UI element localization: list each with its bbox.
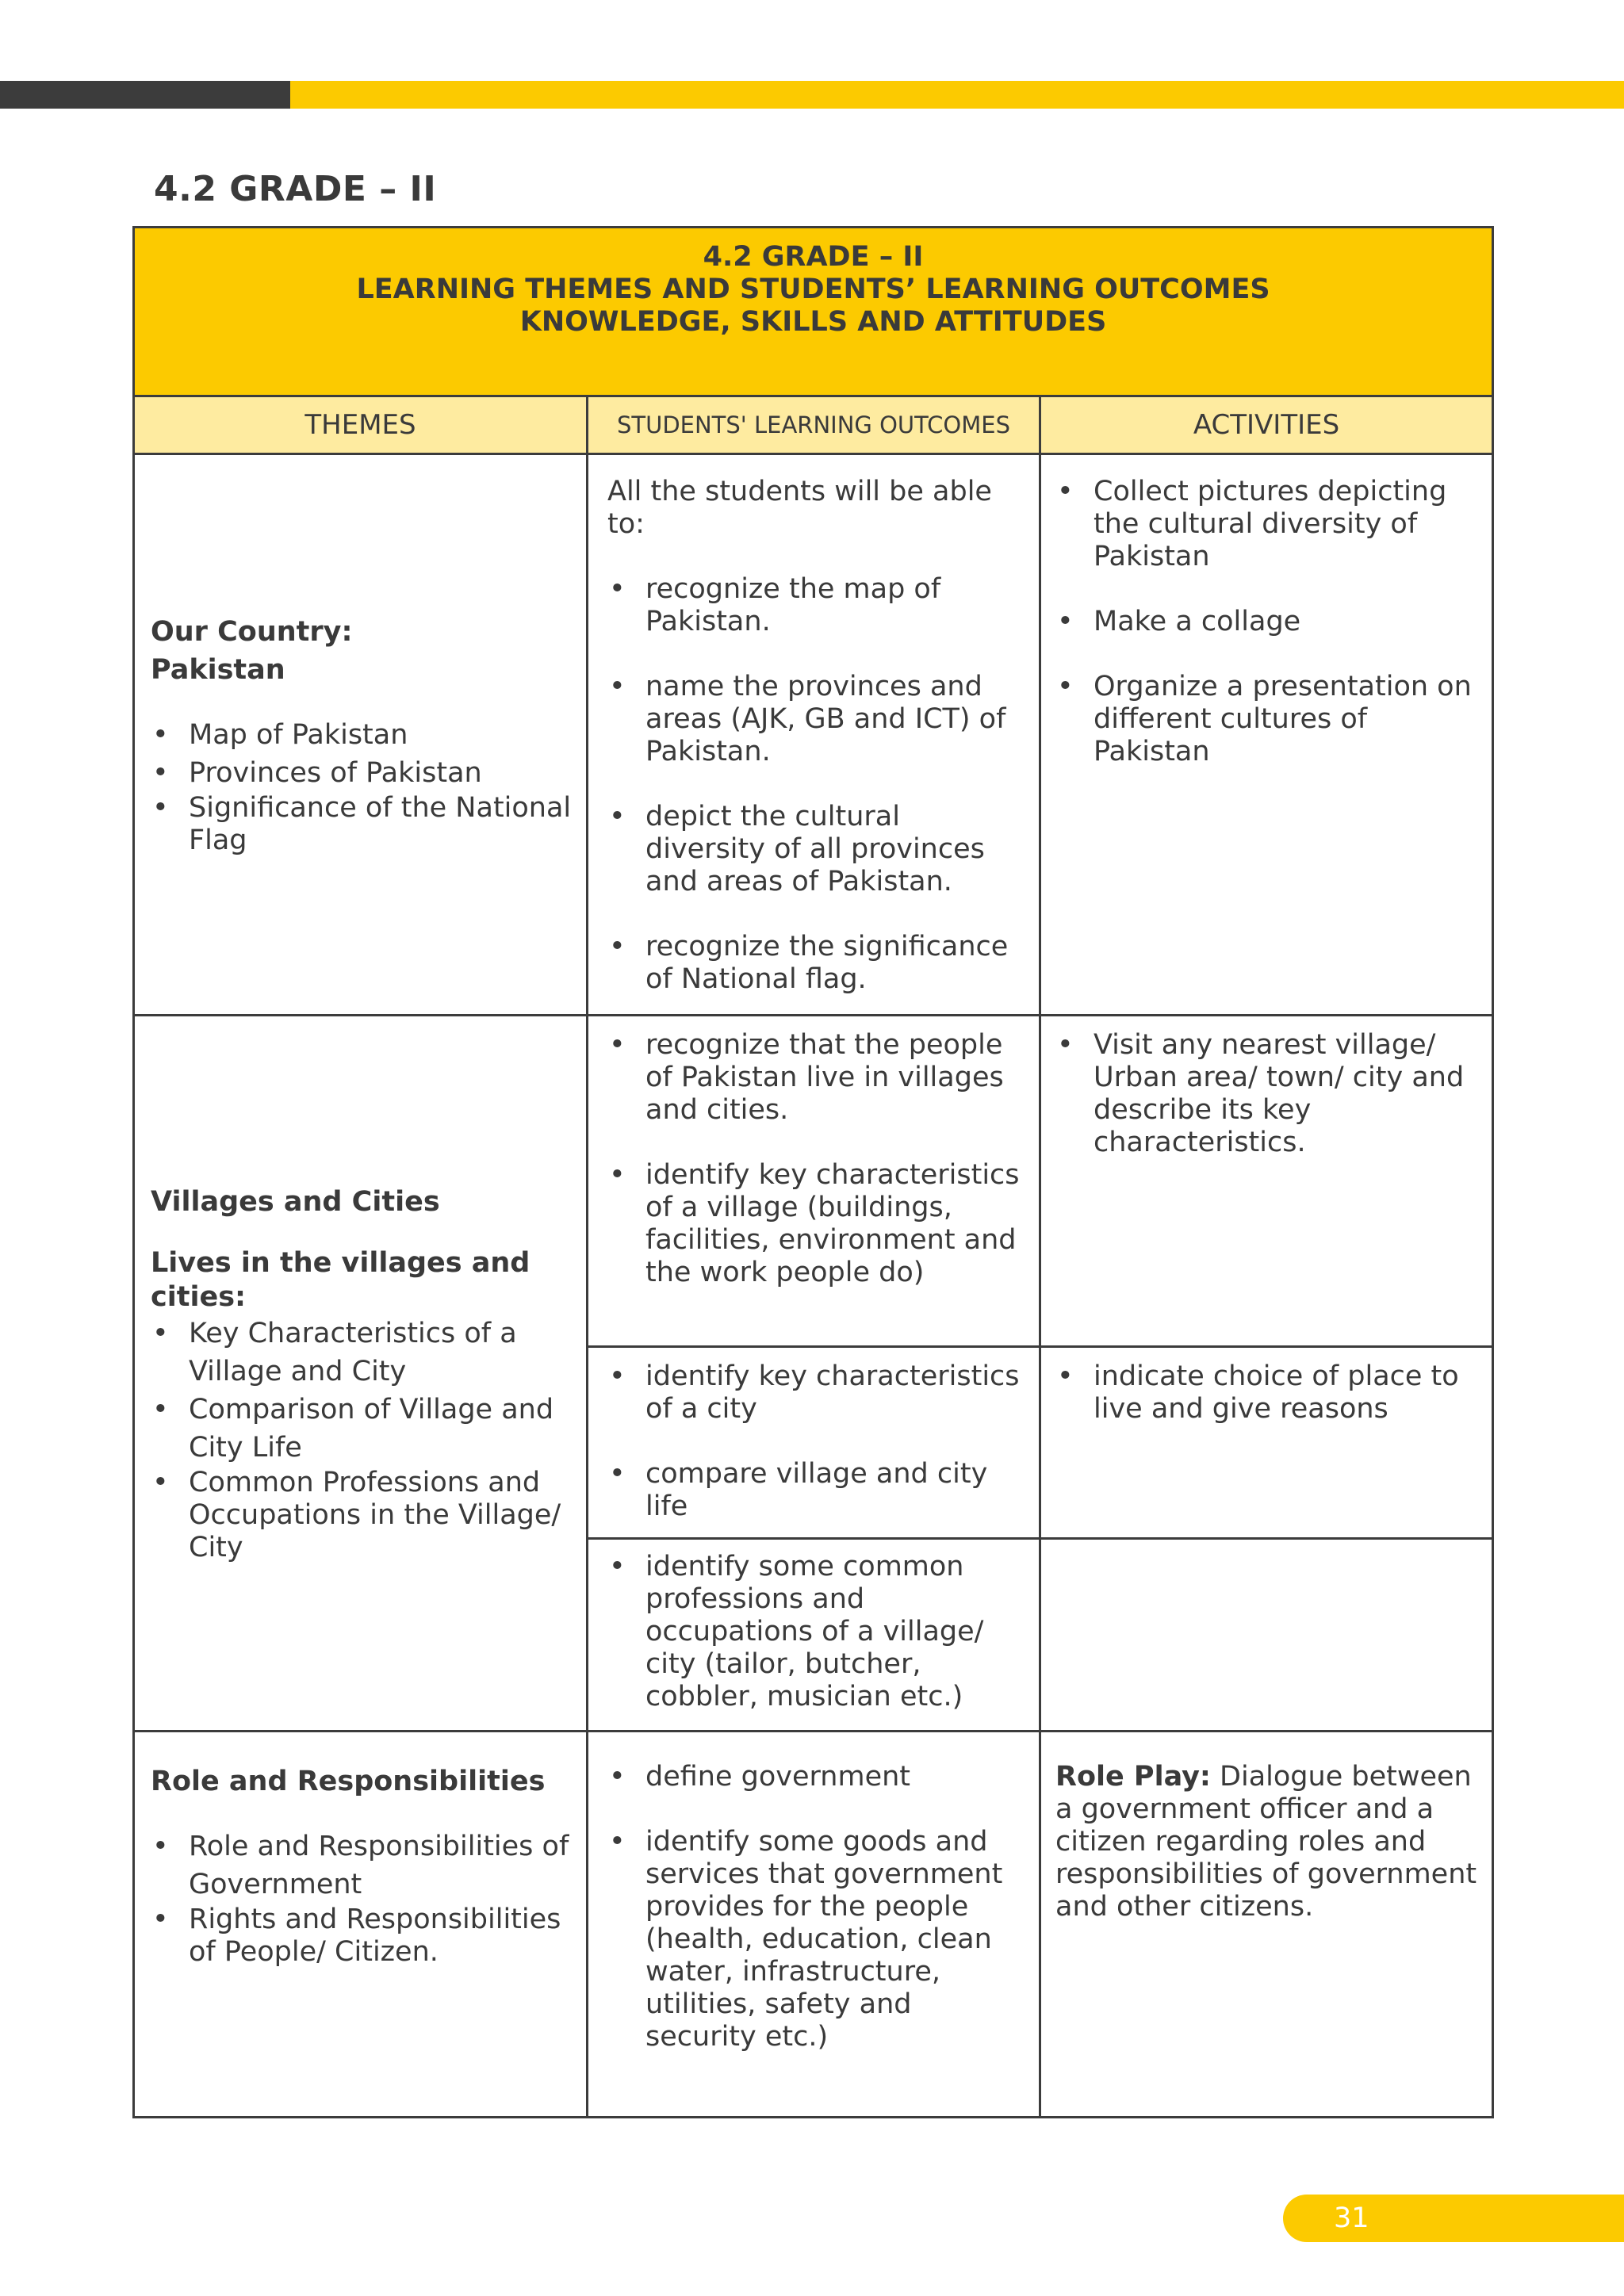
activities-cell-our-country <box>1040 454 1493 1016</box>
page-number: 31 <box>1334 2202 1369 2234</box>
theme-title: Role and Responsibilities <box>151 1766 546 1797</box>
theme-cell-role-responsibilities <box>134 1732 588 2118</box>
list-item: • identify key characteristics of a village (buildings, facilities, environment and the work people do) <box>607 1159 1028 1289</box>
list-item: • identify some goods and services that government provides for the people (health, education, clean water, infrastructure, utilities, safety and security etc.) <box>607 1826 1028 2053</box>
theme-subtitle: Lives in the villages and cities: <box>151 1246 530 1313</box>
activities-cell-role-responsibilities <box>1040 1732 1493 2118</box>
list-item: • Common Professions and Occupations in the Village/ City <box>151 1467 573 1564</box>
theme-title: Our Country: Pakistan <box>151 615 353 686</box>
activities-list <box>1055 1360 1480 1425</box>
theme-title: Villages and Cities <box>151 1185 440 1218</box>
role-play-text: Dialogue between a government officer and a citizen regarding roles and responsibilities of government and other citizens. <box>1055 1761 1477 1923</box>
theme-list <box>151 1827 573 1969</box>
activities-list <box>1055 1029 1480 1159</box>
slo-cell-villages-3 <box>588 1539 1040 1732</box>
page-number-badge <box>1283 2195 1624 2242</box>
list-item: • Rights and Responsibilities of People/ Citizen. <box>151 1904 573 1969</box>
header-learning-outcomes: STUDENTS' LEARNING OUTCOMES <box>588 396 1040 454</box>
activities-cell-villages-2 <box>1040 1347 1493 1539</box>
slo-lead: All the students will be able to: <box>607 476 992 540</box>
slo-list <box>607 573 1028 996</box>
activities-cell-villages-3 <box>1040 1539 1493 1732</box>
table-title <box>134 228 1493 396</box>
list-item: • indicate choice of place to live and give reasons <box>1055 1360 1480 1425</box>
list-item: • Collect pictures depicting the cultural diversity of Pakistan <box>1055 476 1480 573</box>
list-item: • Organize a presentation on different cultures of Pakistan <box>1055 671 1480 768</box>
activities-list <box>1055 476 1480 768</box>
slo-cell-villages-2 <box>588 1347 1040 1539</box>
list-item: • depict the cultural diversity of all provinces and areas of Pakistan. <box>607 801 1028 898</box>
top-bar-dark <box>0 81 290 109</box>
slo-list <box>607 1360 1028 1523</box>
section-heading: 4.2 GRADE – II <box>154 169 437 209</box>
list-item: • name the provinces and areas (AJK, GB and ICT) of Pakistan. <box>607 671 1028 768</box>
slo-cell-role-responsibilities <box>588 1732 1040 2118</box>
list-item: • Key Characteristics of a Village and City <box>151 1314 573 1391</box>
theme-list <box>151 1314 573 1564</box>
slo-list <box>607 1761 1028 2053</box>
slo-list <box>607 1551 1028 1713</box>
list-item: • Make a collage <box>1055 606 1480 638</box>
table-title-line-2: LEARNING THEMES AND STUDENTS’ LEARNING OUTCOMES <box>356 274 1270 305</box>
slo-cell-our-country <box>588 454 1040 1016</box>
slo-cell-villages-1 <box>588 1016 1040 1347</box>
table-title-line-1: 4.2 GRADE – II <box>703 241 924 273</box>
list-item: • Significance of the National Flag <box>151 792 573 857</box>
list-item: • Role and Responsibilities of Government <box>151 1827 573 1904</box>
role-play-label: Role Play: <box>1055 1761 1211 1793</box>
list-item: • compare village and city life <box>607 1458 1028 1523</box>
list-item: • recognize the map of Pakistan. <box>607 573 1028 638</box>
table-title-line-3: KNOWLEDGE, SKILLS AND ATTITUDES <box>519 306 1107 338</box>
header-activities: ACTIVITIES <box>1040 396 1493 454</box>
list-item: • Map of Pakistan <box>151 716 573 754</box>
list-item: • Visit any nearest village/ Urban area/ town/ city and describe its key characteristics. <box>1055 1029 1480 1159</box>
top-bar-yellow <box>290 81 1624 109</box>
header-themes: THEMES <box>134 396 588 454</box>
curriculum-table <box>132 226 1494 2118</box>
slo-list <box>607 1029 1028 1289</box>
list-item: • identify some common professions and occupations of a village/ city (tailor, butcher, cobbler, musician etc.) <box>607 1551 1028 1713</box>
activities-cell-villages-1 <box>1040 1016 1493 1347</box>
list-item: • recognize that the people of Pakistan live in villages and cities. <box>607 1029 1028 1127</box>
list-item: • Provinces of Pakistan <box>151 754 573 792</box>
list-item: • Comparison of Village and City Life <box>151 1391 573 1467</box>
theme-list <box>151 716 573 857</box>
list-item: • identify key characteristics of a city <box>607 1360 1028 1425</box>
list-item: • define government <box>607 1761 1028 1793</box>
theme-cell-our-country <box>134 454 588 1016</box>
theme-cell-villages-cities <box>134 1016 588 1732</box>
list-item: • recognize the significance of National flag. <box>607 931 1028 996</box>
